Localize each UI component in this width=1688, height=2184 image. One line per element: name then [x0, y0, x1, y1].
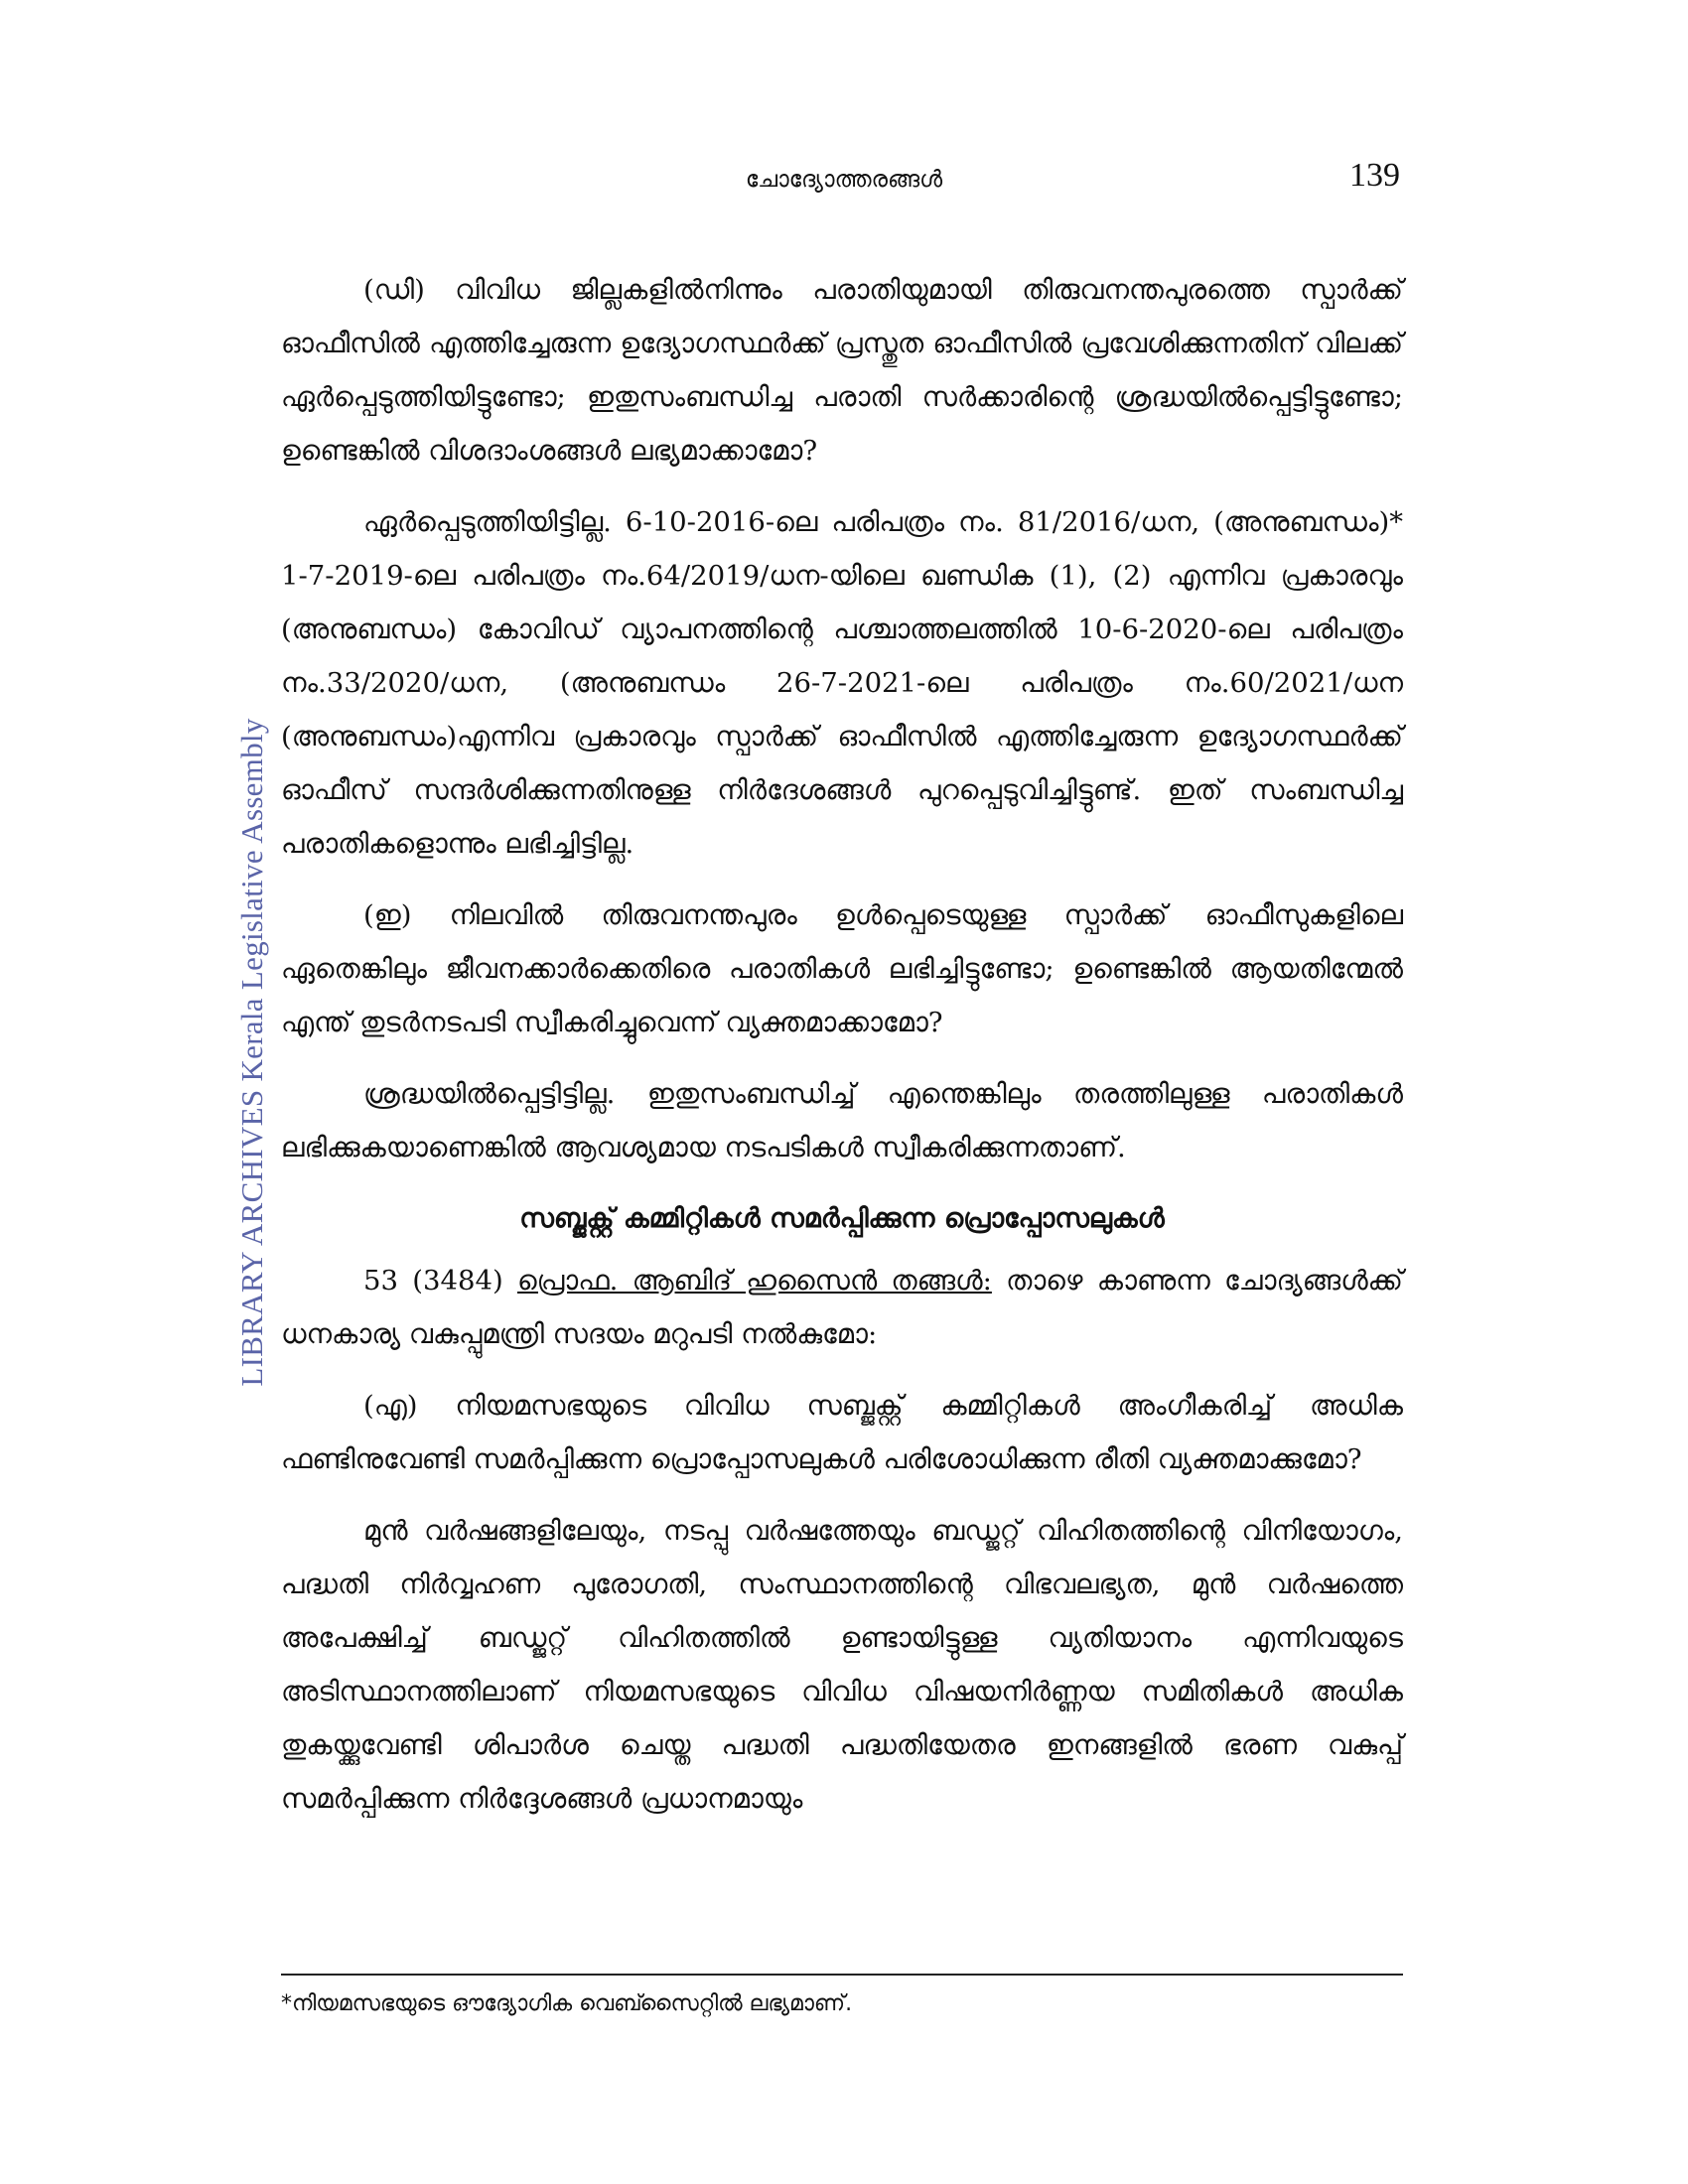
section-heading: സബ്ജക്റ്റ് കമ്മിറ്റികൾ സമർപ്പിക്കുന്ന പ്രൊപ്പോസലുകൾ — [519, 1203, 1165, 1234]
footnote-divider — [281, 1974, 1403, 1976]
question-a: (എ) നിയമസഭയുടെ വിവിധ സബ്ജക്റ്റ് കമ്മിറ്റികൾ അംഗീകരിച്ച് അധിക ഫണ്ടിനുവേണ്ടി സമർപ്പിക്കുന്ന പ്രൊപ്പോസലുകൾ പരിശോധിക്കുന്ന രീതി വ്യക്തമാക്കുമോ? — [281, 1390, 1403, 1475]
question-53-intro — [281, 1254, 1403, 1361]
footnote: *നിയമസഭയുടെ ഔദ്യോഗിക വെബ്സൈറ്റിൽ ലഭ്യമാണ്. — [281, 1991, 853, 2016]
watermark-text: LIBRARY ARCHIVES Kerala Legislative Assembly — [234, 718, 269, 1387]
answer-a: മുൻ വർഷങ്ങളിലേയും, നടപ്പു വർഷത്തേയും ബഡ്ജറ്റ് വിഹിതത്തിന്റെ വിനിയോഗം, പദ്ധതി നിർവ്വഹണ പുരോഗതി, സംസ്ഥാനത്തിന്റെ വിഭവലഭ്യത, മുൻ വർഷത്തെ അപേക്ഷിച്ച് ബഡ്ജറ്റ് വിഹിതത്തിൽ ഉണ്ടായിട്ടുള്ള വ്യതിയാനം എന്നിവയുടെ അടിസ്ഥാനത്തിലാണ് നിയമസഭയുടെ വിവിധ വിഷയനിർണ്ണയ സമിതികൾ അധിക തുകയ്ക്കുവേണ്ടി ശിപാർശ ചെയ്ത പദ്ധതി പദ്ധതിയേതര ഇനങ്ങളിൽ ഭരണ വകുപ്പ് സമർപ്പിക്കുന്ന നിർദ്ദേശങ്ങൾ പ്രധാനമായും — [281, 1515, 1403, 1815]
member-name: പ്രൊഫ. ആബിദ് ഹുസൈൻ തങ്ങൾ: — [516, 1265, 992, 1297]
answer-e: ശ്രദ്ധയിൽപ്പെട്ടിട്ടില്ല. ഇതുസംബന്ധിച്ച് എന്തെങ്കിലും തരത്തിലുള്ള പരാതികൾ ലഭിക്കുകയാണെങ്കിൽ ആവശ്യമായ നടപടികൾ സ്വീകരിക്കുന്നതാണ്. — [281, 1078, 1403, 1163]
question-number: 53 (3484) — [363, 1265, 503, 1297]
page-number: 139 — [1349, 157, 1400, 194]
question-53-text: താഴെ കാണുന്ന ചോദ്യങ്ങൾക്ക് ധനകാര്യ വകുപ്പുമന്ത്രി സദയം മറുപടി നൽകുമോ: — [281, 1265, 1403, 1350]
document-body — [281, 263, 1403, 1843]
question-e: (ഇ) നിലവിൽ തിരുവനന്തപുരം ഉൾപ്പെടെയുള്ള സ്പാർക്ക് ഓഫീസുകളിലെ ഏതെങ്കിലും ജീവനക്കാർക്കെതിരെ പരാതികൾ ലഭിച്ചിട്ടുണ്ടോ; ഉണ്ടെങ്കിൽ ആയതിന്മേൽ എന്ത് തുടർനടപടി സ്വീകരിച്ചുവെന്ന് വ്യക്തമാക്കാമോ? — [281, 899, 1403, 1038]
answer-d: ഏർപ്പെടുത്തിയിട്ടില്ല. 6-10-2016-ലെ പരിപത്രം നം. 81/2016/ധന, (അനുബന്ധം)* 1-7-2019-ലെ പരിപത്രം നം.64/2019/ധന-യിലെ ഖണ്ഡിക (1), (2) എന്നിവ പ്രകാരവും (അനുബന്ധം) കോവിഡ് വ്യാപനത്തിന്റെ പശ്ചാത്തലത്തിൽ 10-6-2020-ലെ പരിപത്രം നം.33/2020/ധന, (അനുബന്ധം 26-7-2021-ലെ പരിപത്രം നം.60/2021/ധന (അനുബന്ധം)എന്നിവ പ്രകാരവും സ്പാർക്ക് ഓഫീസിൽ എത്തിച്ചേരുന്ന ഉദ്യോഗസ്ഥർക്ക് ഓഫീസ് സന്ദർശിക്കുന്നതിനുള്ള നിർദേശങ്ങൾ പുറപ്പെടുവിച്ചിട്ടുണ്ട്. ഇത് സംബന്ധിച്ച പരാതികളൊന്നും ലഭിച്ചിട്ടില്ല. — [281, 506, 1403, 860]
page-title: ചോദ്യോത്തരങ്ങൾ — [745, 167, 943, 193]
question-d: (ഡി) വിവിധ ജില്ലകളിൽനിന്നും പരാതിയുമായി തിരുവനന്തപുരത്തെ സ്പാർക്ക് ഓഫീസിൽ എത്തിച്ചേരുന്ന ഉദ്യോഗസ്ഥർക്ക് പ്രസ്തുത ഓഫീസിൽ പ്രവേശിക്കുന്നതിന് വിലക്ക് ഏർപ്പെടുത്തിയിട്ടുണ്ടോ; ഇതുസംബന്ധിച്ച പരാതി സർക്കാരിന്റെ ശ്രദ്ധയിൽപ്പെട്ടിട്ടുണ്ടോ; ഉണ്ടെങ്കിൽ വിശദാംശങ്ങൾ ലഭ്യമാക്കാമോ? — [281, 274, 1403, 467]
